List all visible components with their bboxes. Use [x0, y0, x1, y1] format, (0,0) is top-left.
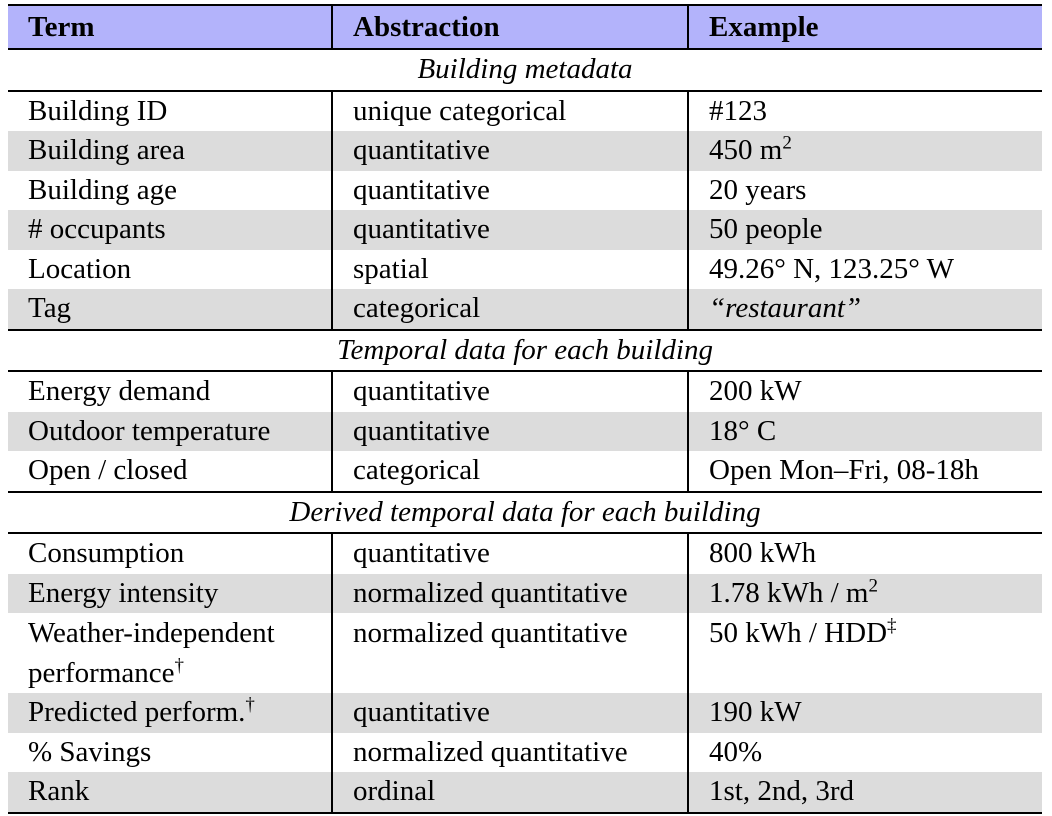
section-temporal: Temporal data for each building [8, 330, 1042, 372]
header-example: Example [688, 5, 1042, 49]
table-row [8, 91, 1042, 132]
table-row [8, 451, 1042, 492]
example-cell: 40% [709, 735, 763, 768]
term-cell [8, 693, 332, 733]
table-row [8, 412, 1042, 452]
table-row [8, 693, 1042, 733]
abstraction-cell: categorical [332, 289, 688, 330]
table-row [8, 533, 1042, 574]
example-cell: 18° C [688, 412, 1042, 452]
example-cell: 20 years [709, 173, 807, 206]
superscript: 2 [868, 574, 878, 596]
example-cell: #123 [709, 94, 767, 127]
table-row [8, 772, 1042, 813]
term-cell: Building ID [8, 91, 332, 132]
double-dagger-footnote: ‡ [887, 615, 897, 637]
table-row [8, 613, 1042, 693]
example-text: 450 m [709, 134, 783, 166]
term-text: Predicted perform. [28, 696, 246, 728]
term-cell: Energy intensity [8, 574, 332, 614]
abstraction-cell: normalized quantitative [332, 733, 688, 773]
example-cell [688, 574, 1042, 614]
table-row [8, 171, 1042, 211]
dagger-footnote: † [174, 655, 185, 677]
example-text: 1.78 kWh / m [709, 576, 869, 609]
term-cell: Tag [8, 289, 332, 330]
term-cell: Outdoor temperature [8, 412, 332, 452]
table-row [8, 371, 1042, 412]
header-abstraction: Abstraction [332, 5, 688, 49]
table-row [8, 131, 1042, 171]
table-row [8, 289, 1042, 330]
term-cell: Building area [8, 131, 332, 171]
abstraction-cell: normalized quantitative [332, 574, 688, 614]
abstraction-cell: unique categorical [332, 91, 688, 132]
abstraction-cell: quantitative [332, 693, 688, 733]
abstraction-cell: quantitative [332, 533, 688, 574]
table-row [8, 733, 1042, 773]
terms-table [8, 4, 1042, 814]
example-cell: 1st, 2nd, 3rd [688, 772, 1042, 813]
term-cell [8, 613, 332, 693]
table-row [8, 210, 1042, 250]
term-line-1: Weather-independent [28, 617, 275, 649]
example-text: 50 kWh / HDD [709, 617, 888, 649]
section-row [8, 49, 1042, 91]
section-row [8, 492, 1042, 534]
header-term: Term [8, 5, 332, 49]
section-row [8, 330, 1042, 372]
term-cell: Energy demand [8, 371, 332, 412]
example-cell: 200 kW [709, 375, 802, 407]
section-derived: Derived temporal data for each building [8, 492, 1042, 534]
abstraction-cell: quantitative [332, 412, 688, 452]
example-cell: 190 kW [688, 693, 1042, 733]
example-cell: Open Mon–Fri, 08-18h [688, 451, 1042, 492]
example-cell: 800 kWh [709, 537, 817, 569]
dagger-footnote: † [245, 694, 255, 716]
term-line-2: performance [28, 657, 175, 689]
term-cell: Building age [8, 171, 332, 211]
section-building-metadata: Building metadata [8, 49, 1042, 91]
example-cell: “restaurant” [688, 289, 1042, 330]
abstraction-cell: quantitative [332, 210, 688, 250]
example-cell [688, 613, 1042, 693]
abstraction-cell: quantitative [332, 171, 688, 211]
abstraction-cell: normalized quantitative [332, 613, 688, 693]
example-cell: 49.26° N, 123.25° W [709, 252, 954, 285]
term-cell: % Savings [8, 733, 332, 773]
abstraction-cell: categorical [332, 451, 688, 492]
abstraction-cell: spatial [332, 250, 688, 290]
abstraction-cell: quantitative [332, 131, 688, 171]
table-header-row [8, 5, 1042, 49]
table-row [8, 250, 1042, 290]
term-cell: Consumption [8, 533, 332, 574]
table-row [8, 574, 1042, 614]
example-cell: 50 people [688, 210, 1042, 250]
term-cell: # occupants [8, 210, 332, 250]
abstraction-cell: quantitative [332, 371, 688, 412]
example-cell [688, 131, 1042, 171]
superscript: 2 [782, 132, 792, 154]
term-cell: Location [8, 250, 332, 290]
term-cell: Rank [8, 772, 332, 813]
abstraction-cell: ordinal [332, 772, 688, 813]
term-cell: Open / closed [8, 451, 332, 492]
